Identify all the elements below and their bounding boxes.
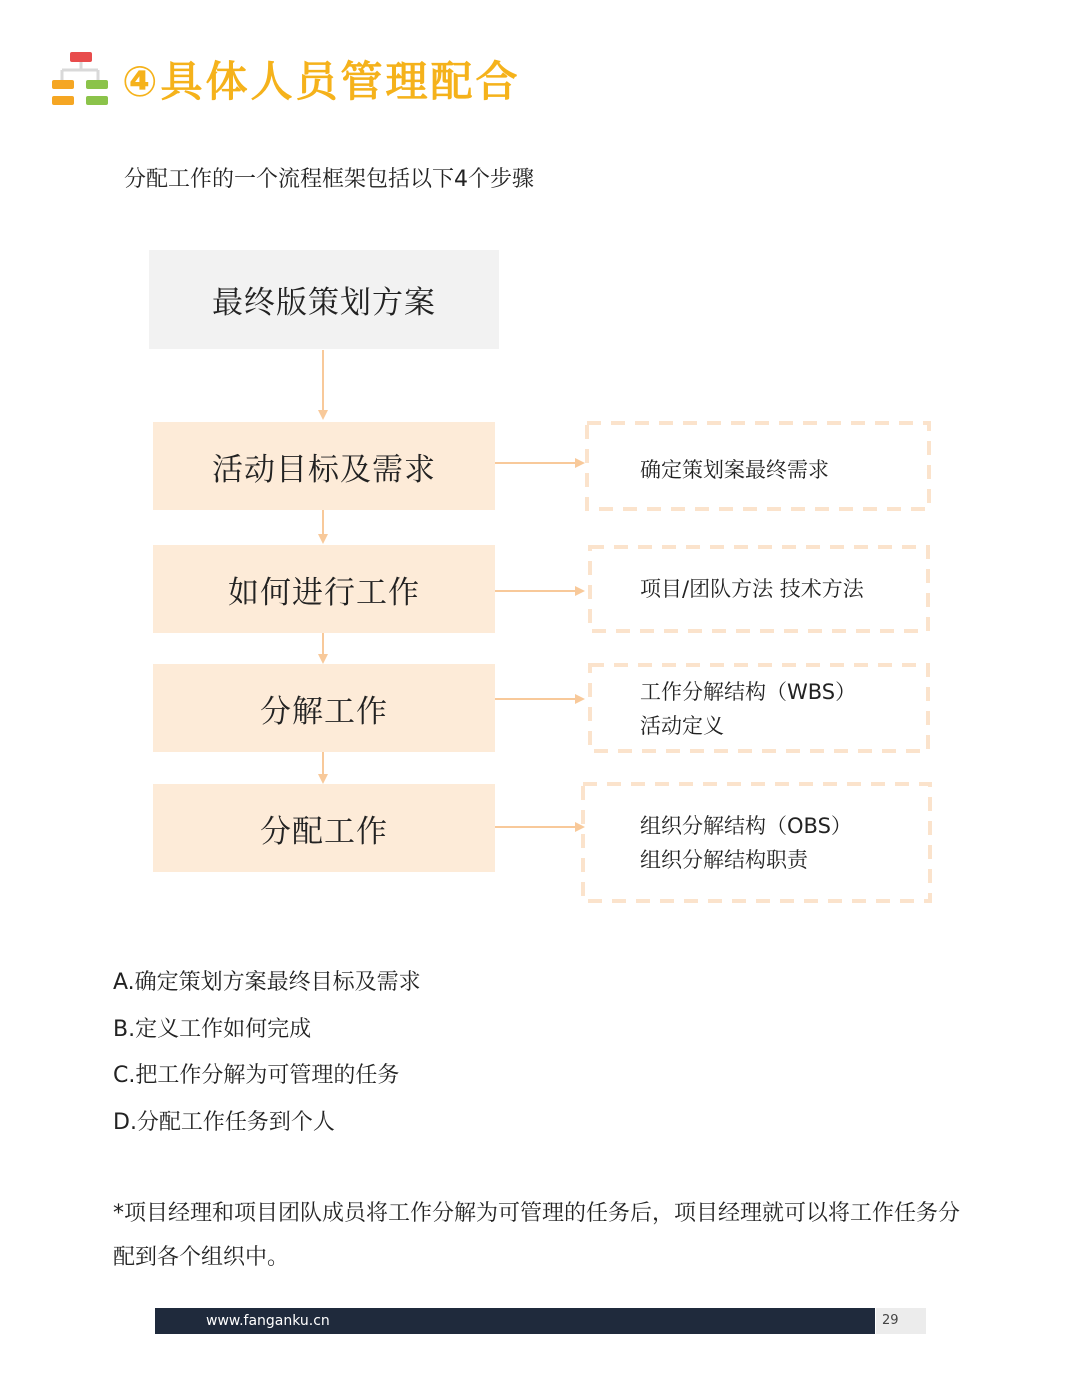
footnote: *项目经理和项目团队成员将工作分解为可管理的任务后，项目经理就可以将工作任务分配到各个组织中。 [113,1201,961,1270]
list-item-a: A.确定策划方案最终目标及需求 [113,970,421,995]
note-3-line-1: 工作分解结构（WBS） [640,680,857,704]
step-box-1: 活动目标及需求 [153,422,495,510]
step-box-4: 分配工作 [153,784,495,872]
page-number: 29 [876,1308,926,1334]
note-1 [640,453,829,487]
note-2-line-1: 项目/团队方法 技术方法 [640,577,864,601]
note-2 [640,572,864,606]
note-4-line-2: 组织分解结构职责 [640,848,808,872]
step-box-3: 分解工作 [153,664,495,752]
footer-url[interactable]: www.fanganku.cn [206,1313,330,1329]
list-item-c: C.把工作分解为可管理的任务 [113,1063,400,1088]
step-box-2: 如何进行工作 [153,545,495,633]
page-title: ④具体人员管理配合 [122,57,521,106]
final-plan-box: 最终版策划方案 [149,250,499,349]
note-3-line-2: 活动定义 [640,714,724,738]
note-4 [640,809,852,877]
note-1-line-1: 确定策划案最终需求 [640,458,829,482]
list-item-b: B.定义工作如何完成 [113,1017,312,1042]
intro-text: 分配工作的一个流程框架包括以下4个步骤 [124,167,534,192]
note-4-line-1: 组织分解结构（OBS） [640,814,852,838]
note-3 [640,675,856,743]
list-item-d: D.分配工作任务到个人 [113,1110,335,1135]
